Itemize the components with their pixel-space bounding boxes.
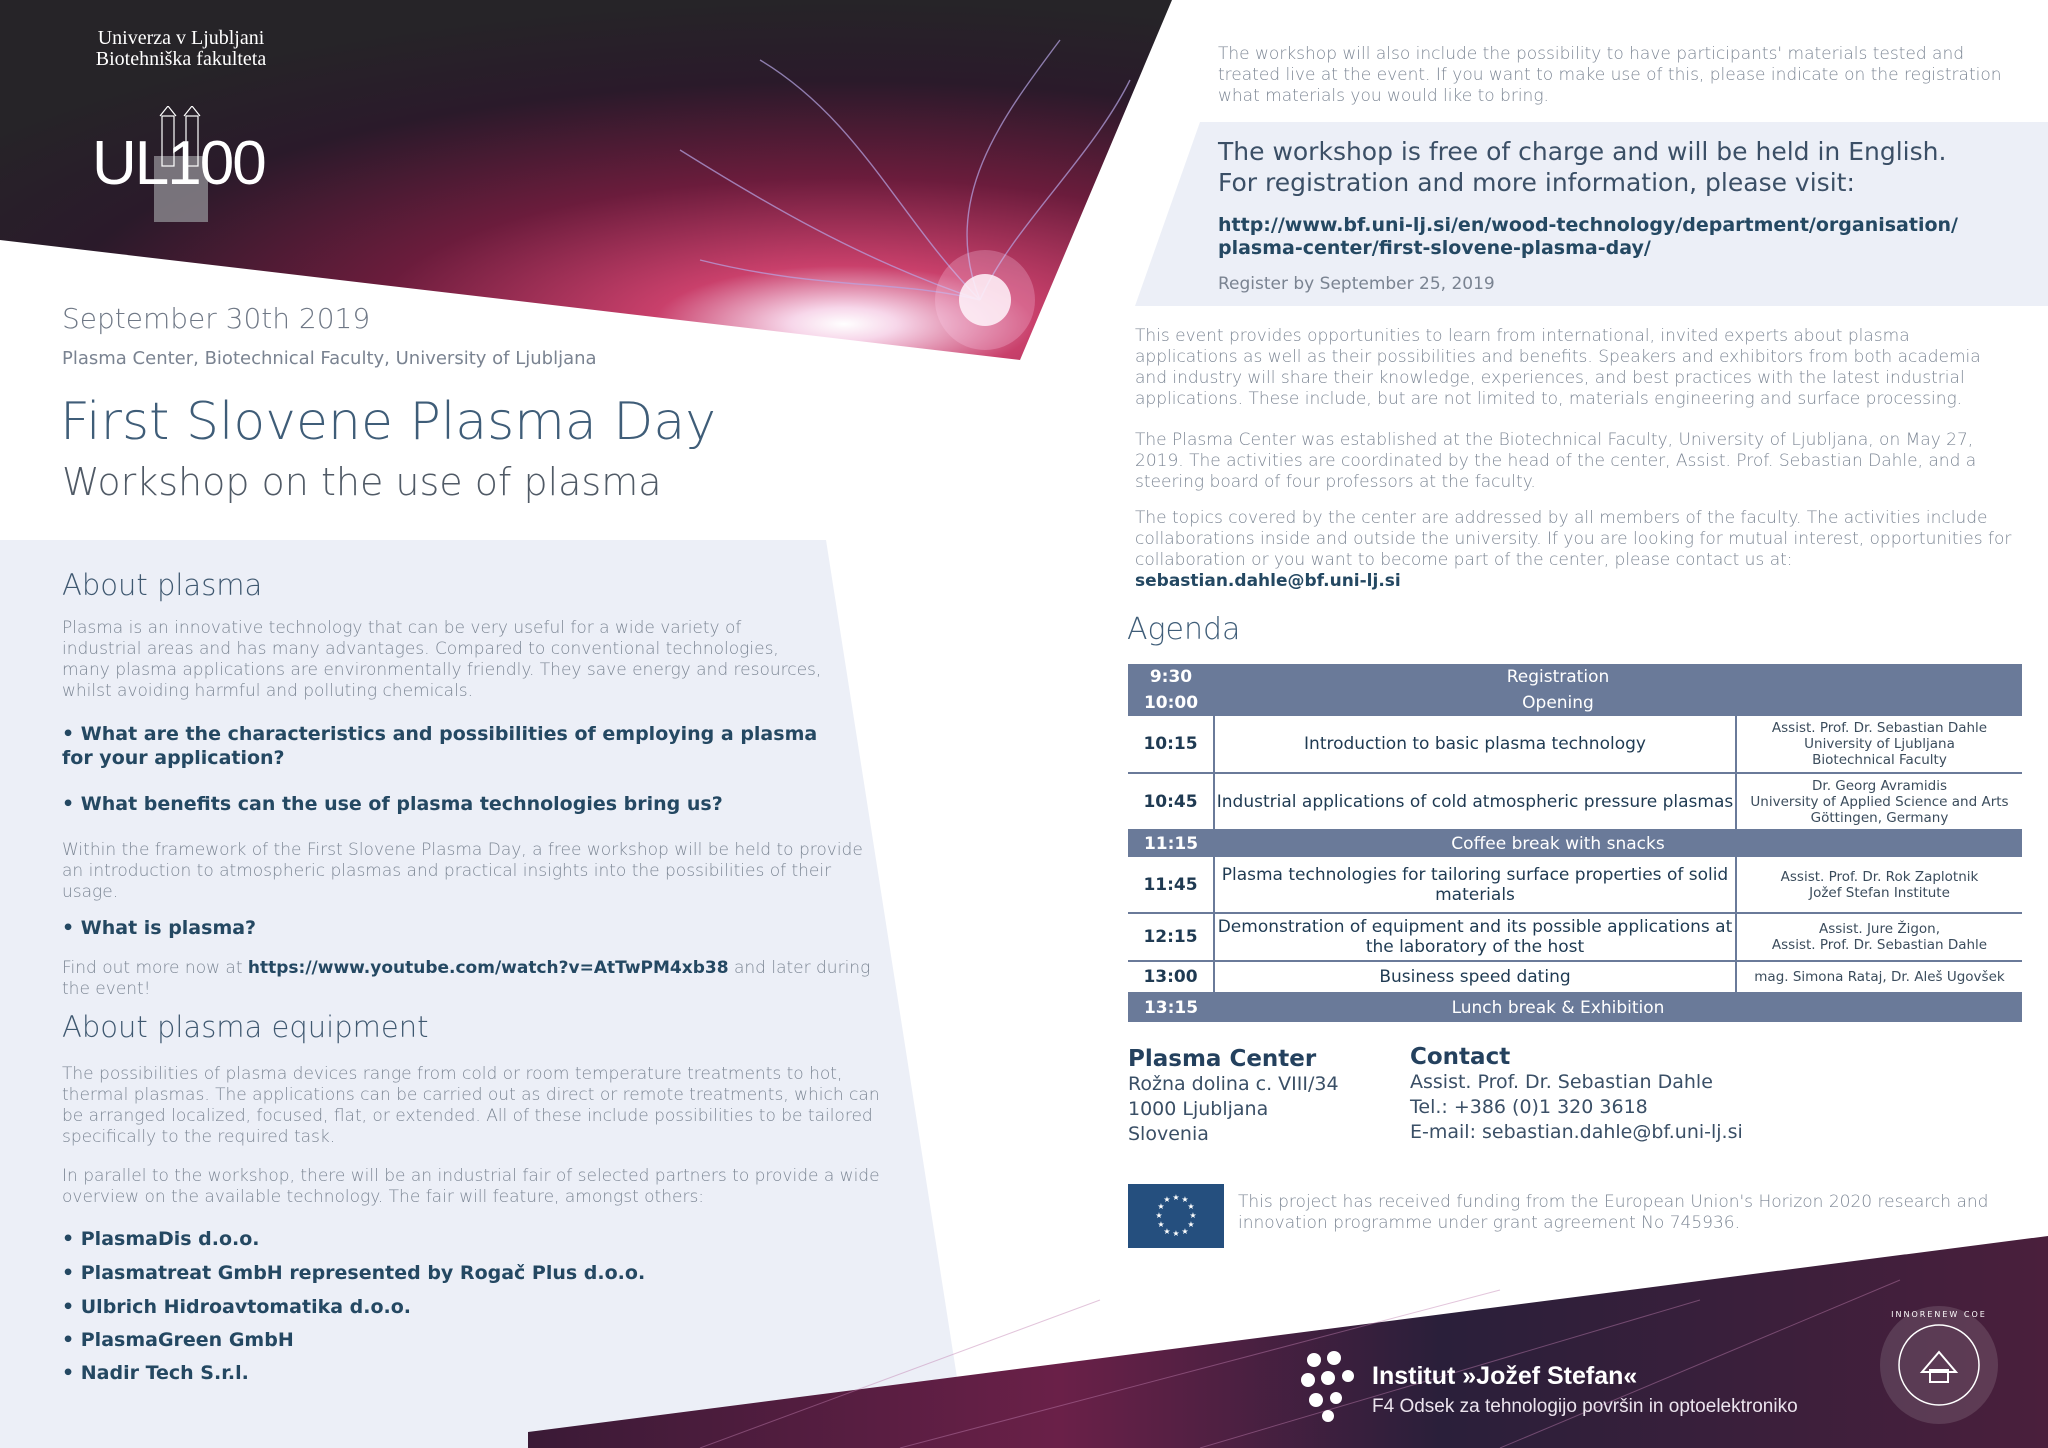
collaboration-email[interactable]: sebastian.dahle@bf.uni-lj.si <box>1135 571 1401 591</box>
agenda-heading: Agenda <box>1127 612 1241 647</box>
svg-text:★: ★ <box>1157 1202 1165 1211</box>
agenda-row <box>1128 664 2022 690</box>
registration-url-line-1[interactable]: http://www.bf.uni-lj.si/en/wood-technology/department/organisation/ <box>1218 214 1958 236</box>
address-heading: Plasma Center <box>1128 1046 1317 1072</box>
agenda-time: 13:15 <box>1128 993 1214 1022</box>
address-block <box>1128 1046 1339 1147</box>
address-line: Slovenia <box>1128 1123 1209 1145</box>
about-equipment-heading: About plasma equipment <box>62 1010 429 1044</box>
contact-block <box>1410 1044 1743 1145</box>
agenda-time: 12:15 <box>1128 913 1214 961</box>
agenda-topic: Introduction to basic plasma technology <box>1214 716 1736 773</box>
agenda-row <box>1128 961 2022 993</box>
agenda-speaker: Assist. Jure Žigon, Assist. Prof. Dr. Sebastian Dahle <box>1736 913 2022 961</box>
company-item: • Nadir Tech S.r.l. <box>62 1362 249 1384</box>
agenda-topic: Plasma technologies for tailoring surface properties of solid materials <box>1214 857 1736 913</box>
find-out-more <box>62 958 872 1000</box>
contact-tel: Tel.: +386 (0)1 320 3618 <box>1410 1096 1648 1118</box>
svg-text:★: ★ <box>1189 1211 1197 1220</box>
agenda-topic: Industrial applications of cold atmospheric pressure plasmas <box>1214 773 1736 830</box>
address-line: 1000 Ljubljana <box>1128 1098 1269 1120</box>
event-title: First Slovene Plasma Day <box>60 392 716 452</box>
agenda-speaker: Dr. Georg Avramidis University of Applied Science and Arts Göttingen, Germany <box>1736 773 2022 830</box>
event-venue: Plasma Center, Biotechnical Faculty, University of Ljubljana <box>62 348 597 369</box>
find-out-suffix: and later during the event! <box>62 958 871 999</box>
registration-url[interactable] <box>1218 214 1958 260</box>
agenda-row <box>1128 857 2022 913</box>
materials-note: The workshop will also include the possibility to have participants' materials tested and treated live at the event. If you want to make use of this, please indicate on the registration what materials you would like to bring. <box>1218 44 2002 106</box>
innorenew-seal-graphic <box>1878 1304 2000 1426</box>
svg-text:★: ★ <box>1172 1229 1180 1238</box>
company-item: • Ulbrich Hidroavtomatika d.o.o. <box>62 1296 412 1318</box>
svg-text:★: ★ <box>1187 1202 1195 1211</box>
svg-text:★: ★ <box>1172 1193 1180 1202</box>
equipment-paragraph: The possibilities of plasma devices range from cold or room temperature treatments to hot, thermal plasmas. The applications can be carried out as direct or remote treatments, which can be arranged localized, focused, flat, or extended. All of these include possibilities to be tailored specifically to the required task. <box>62 1064 880 1147</box>
svg-text:★: ★ <box>1187 1220 1195 1229</box>
ijs-logo-icon <box>1300 1350 1366 1422</box>
svg-text:★: ★ <box>1157 1220 1165 1229</box>
agenda-topic: Registration <box>1214 664 2022 690</box>
agenda-time: 10:15 <box>1128 716 1214 773</box>
question-benefits: • What benefits can the use of plasma technologies bring us? <box>62 793 723 815</box>
collaboration-paragraph <box>1135 508 2015 592</box>
innorenew-seal-text: INNORENEW COE <box>1891 1310 1987 1319</box>
agenda-topic: Lunch break & Exhibition <box>1214 993 2022 1022</box>
workshop-framework: Within the framework of the First Slovene Plasma Day, a free workshop will be held to provide an introduction to atmospheric plasmas and practical insights into the possibilities of their usage. <box>62 840 863 902</box>
company-item: • PlasmaDis d.o.o. <box>62 1228 260 1250</box>
agenda-topic: Opening <box>1214 690 2022 716</box>
svg-text:★: ★ <box>1181 1195 1189 1204</box>
plasma-center-history: The Plasma Center was established at the Biotechnical Faculty, University of Ljubljana, on May 27, 2019. The activities are coordinated by the head of the center, Assist. Prof. Sebastian Dahle, and a steering board of four professors at the faculty. <box>1135 430 1977 492</box>
question-characteristics: • What are the characteristics and possibilities of employing a plasma for your application? <box>62 723 818 769</box>
agenda-topic: Coffee break with snacks <box>1214 830 2022 857</box>
agenda-row <box>1128 993 2022 1022</box>
agenda-row <box>1128 690 2022 716</box>
youtube-link[interactable]: https://www.youtube.com/watch?v=AtTwPM4xb38 <box>247 958 729 978</box>
agenda-speaker: Assist. Prof. Dr. Sebastian Dahle University of Ljubljana Biotechnical Faculty <box>1736 716 2022 773</box>
find-out-prefix: Find out more now at <box>62 958 248 978</box>
about-plasma-intro: Plasma is an innovative technology that can be very useful for a wide variety of industrial areas and has many advantages. Compared to conventional technologies, many plasma applications are environmentally friendly. They save energy and resources, whilst avoiding harmful and polluting chemicals. <box>62 618 822 701</box>
ul100-logo: UL100 <box>92 129 265 198</box>
agenda-topic: Business speed dating <box>1214 961 1736 993</box>
event-date: September 30th 2019 <box>62 302 371 335</box>
university-line1: Univerza v Ljubljani <box>97 27 265 49</box>
agenda-row <box>1128 716 2022 773</box>
funding-statement: This project has received funding from the European Union's Horizon 2020 research and innovation programme under grant agreement No 745936. <box>1238 1192 1989 1233</box>
agenda-time: 10:00 <box>1128 690 1214 716</box>
ijs-department: F4 Odsek za tehnologijo površin in optoelektroniko <box>1372 1396 1798 1417</box>
svg-text:★: ★ <box>1163 1227 1171 1236</box>
event-description: This event provides opportunities to learn from international, invited experts about plasma applications as well as their possibilities and benefits. Speakers and exhibitors from both academia and industry will share their knowledge, experiences, and best practices with the latest industrial applications. These include, but are not limited to, materials engineering and surface processing. <box>1135 326 1981 409</box>
agenda-speaker: mag. Simona Rataj, Dr. Aleš Ugovšek <box>1736 961 2022 993</box>
question-what-is-plasma: • What is plasma? <box>62 917 257 939</box>
eu-flag-icon <box>1128 1184 1224 1248</box>
agenda-time: 9:30 <box>1128 664 1214 690</box>
fair-paragraph: In parallel to the workshop, there will be an industrial fair of selected partners to provide a wide overview on the available technology. The fair will feature, amongst others: <box>62 1166 880 1207</box>
collaboration-text: The topics covered by the center are addressed by all members of the faculty. The activities include collaborations inside and outside the university. If you are looking for mutual interest, opportunities for collaboration or you want to become part of the center, please contact us at: <box>1135 508 2012 570</box>
free-line-1: The workshop is free of charge and will be held in English. <box>1218 137 1947 166</box>
address-line: Rožna dolina c. VIII/34 <box>1128 1073 1339 1095</box>
free-of-charge <box>1218 136 1946 198</box>
agenda-time: 11:15 <box>1128 830 1214 857</box>
event-subtitle: Workshop on the use of plasma <box>62 460 662 504</box>
university-line2: Biotehniška fakulteta <box>95 48 267 70</box>
agenda-time: 13:00 <box>1128 961 1214 993</box>
ijs-institute-name: Institut »Jožef Stefan« <box>1372 1362 1638 1390</box>
contact-email[interactable]: E-mail: sebastian.dahle@bf.uni-lj.si <box>1410 1121 1743 1143</box>
agenda-row <box>1128 913 2022 961</box>
svg-text:★: ★ <box>1181 1227 1189 1236</box>
about-plasma-heading: About plasma <box>62 568 263 602</box>
university-name <box>86 28 276 70</box>
registration-url-line-2[interactable]: plasma-center/first-slovene-plasma-day/ <box>1218 237 1651 259</box>
agenda-speaker: Assist. Prof. Dr. Rok Zaplotnik Jožef Stefan Institute <box>1736 857 2022 913</box>
free-line-2: For registration and more information, please visit: <box>1218 168 1855 197</box>
agenda-topic: Demonstration of equipment and its possible applications at the laboratory of the host <box>1214 913 1736 961</box>
agenda-row <box>1128 773 2022 830</box>
agenda-time: 10:45 <box>1128 773 1214 830</box>
svg-text:★: ★ <box>1163 1195 1171 1204</box>
contact-heading: Contact <box>1410 1044 1511 1070</box>
agenda-table <box>1128 664 2022 1022</box>
agenda-time: 11:45 <box>1128 857 1214 913</box>
innorenew-seal-icon <box>1878 1304 2000 1426</box>
company-item: • PlasmaGreen GmbH <box>62 1329 294 1351</box>
company-item: • Plasmatreat GmbH represented by Rogač Plus d.o.o. <box>62 1262 646 1284</box>
agenda-row <box>1128 830 2022 857</box>
contact-name: Assist. Prof. Dr. Sebastian Dahle <box>1410 1071 1713 1093</box>
register-deadline: Register by September 25, 2019 <box>1218 274 1495 294</box>
svg-text:★: ★ <box>1155 1211 1163 1220</box>
